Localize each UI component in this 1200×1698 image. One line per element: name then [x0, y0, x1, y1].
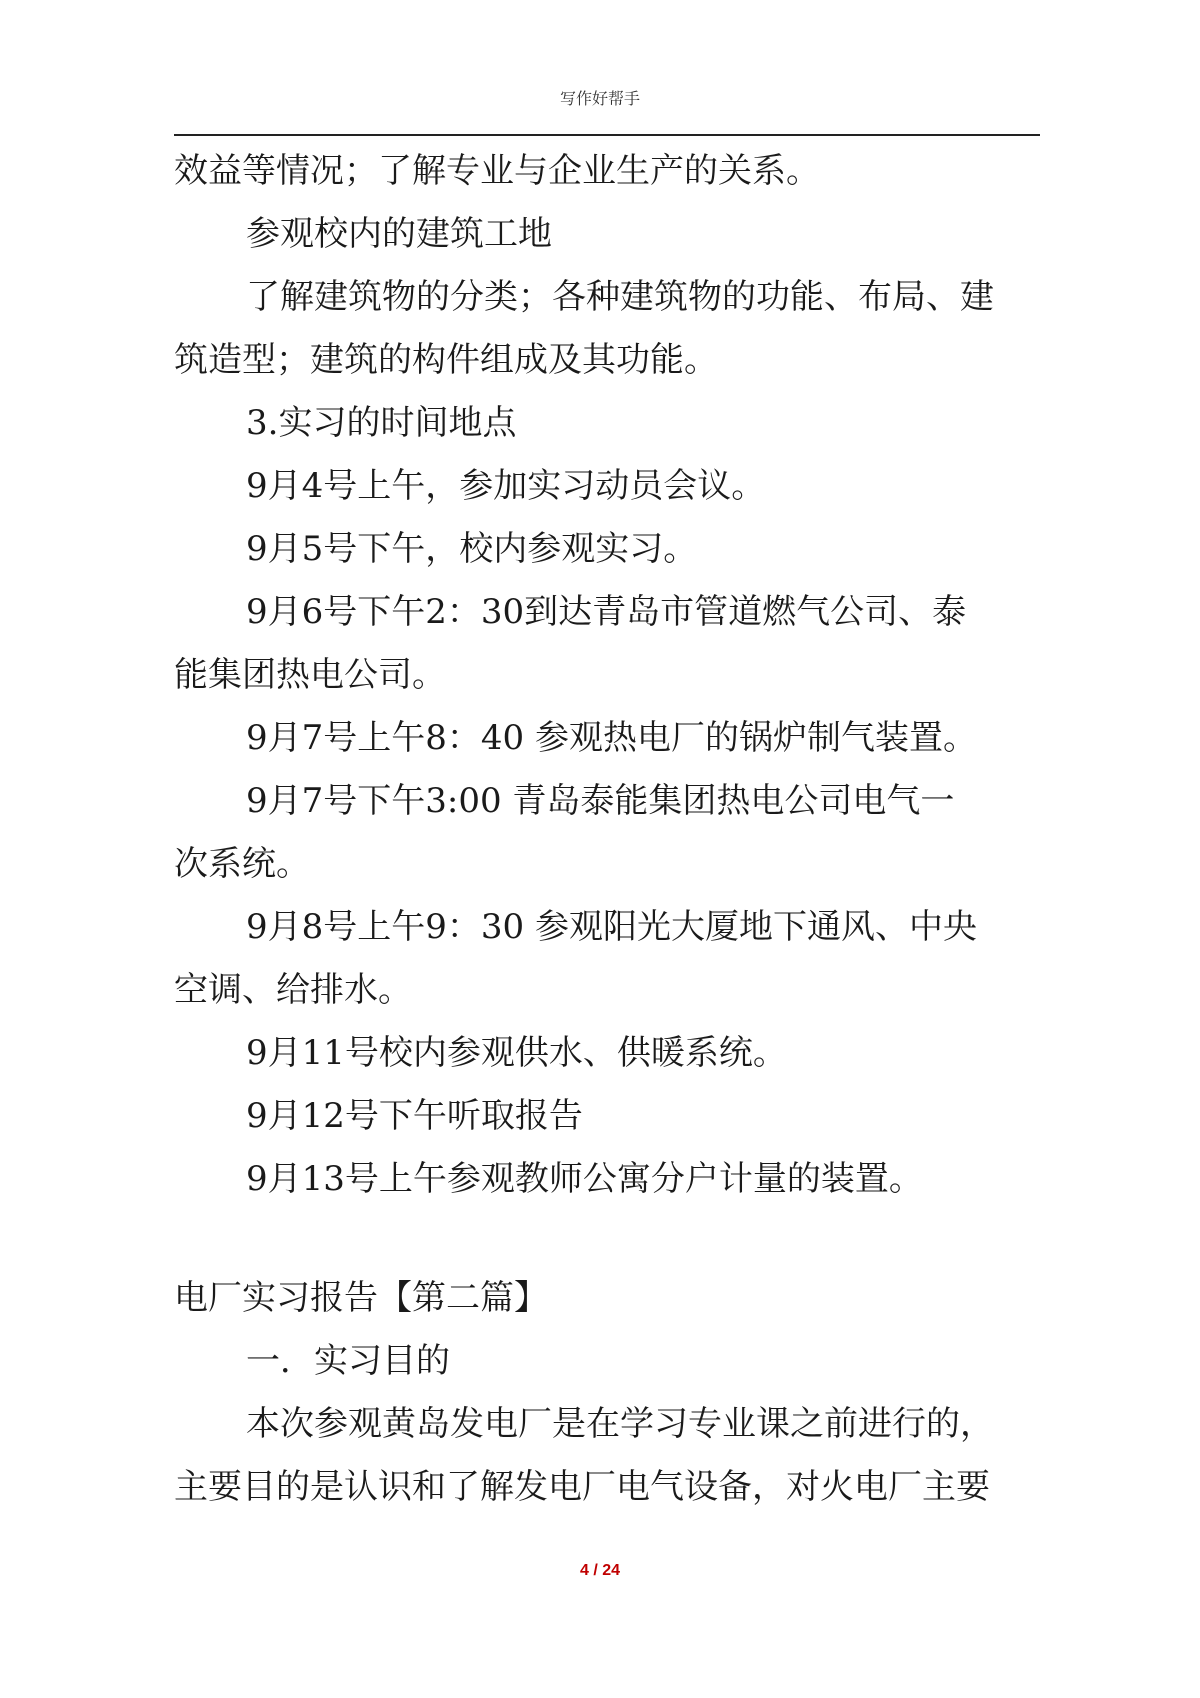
document-body: [174, 140, 1040, 1519]
text-line: 本次参观黄岛发电厂是在学习专业课之前进行的，: [246, 1404, 994, 1444]
section-gap: [174, 1211, 1040, 1267]
section-title: 电厂实习报告【第二篇】: [174, 1278, 548, 1318]
text-line: 9月7号上午8：40 参观热电厂的锅炉制气装置。: [246, 718, 977, 758]
text-line: 9月8号上午9：30 参观阳光大厦地下通风、中央: [246, 907, 977, 947]
text-line: 效益等情况；了解专业与企业生产的关系。: [174, 151, 820, 191]
text-line: 9月13号上午参观教师公寓分户计量的装置。: [246, 1159, 923, 1199]
text-line: 3.实习的时间地点: [246, 403, 517, 443]
text-line: 9月12号下午听取报告: [246, 1096, 583, 1136]
text-line: 9月7号下午3:00 青岛泰能集团热电公司电气一: [246, 781, 955, 821]
text-line: 空调、给排水。: [174, 970, 412, 1010]
page-header: 写作好帮手: [559, 89, 640, 108]
text-line: 一．实习目的: [246, 1341, 450, 1381]
header-rule: [174, 134, 1040, 136]
text-line: 9月4号上午，参加实习动员会议。: [246, 466, 766, 506]
text-line: 能集团热电公司。: [174, 655, 446, 695]
text-line: 9月6号下午2：30到达青岛市管道燃气公司、泰: [246, 592, 967, 632]
text-line: 9月11号校内参观供水、供暖系统。: [246, 1033, 787, 1073]
text-line: 主要目的是认识和了解发电厂电气设备，对火电厂主要: [174, 1467, 990, 1507]
page-number: 4 / 24: [579, 1562, 621, 1579]
text-line: 参观校内的建筑工地: [246, 214, 552, 254]
text-line: 9月5号下午，校内参观实习。: [246, 529, 698, 569]
text-line: 次系统。: [174, 844, 310, 884]
text-line: 了解建筑物的分类；各种建筑物的功能、布局、建: [246, 277, 994, 317]
text-line: 筑造型；建筑的构件组成及其功能。: [174, 340, 718, 380]
